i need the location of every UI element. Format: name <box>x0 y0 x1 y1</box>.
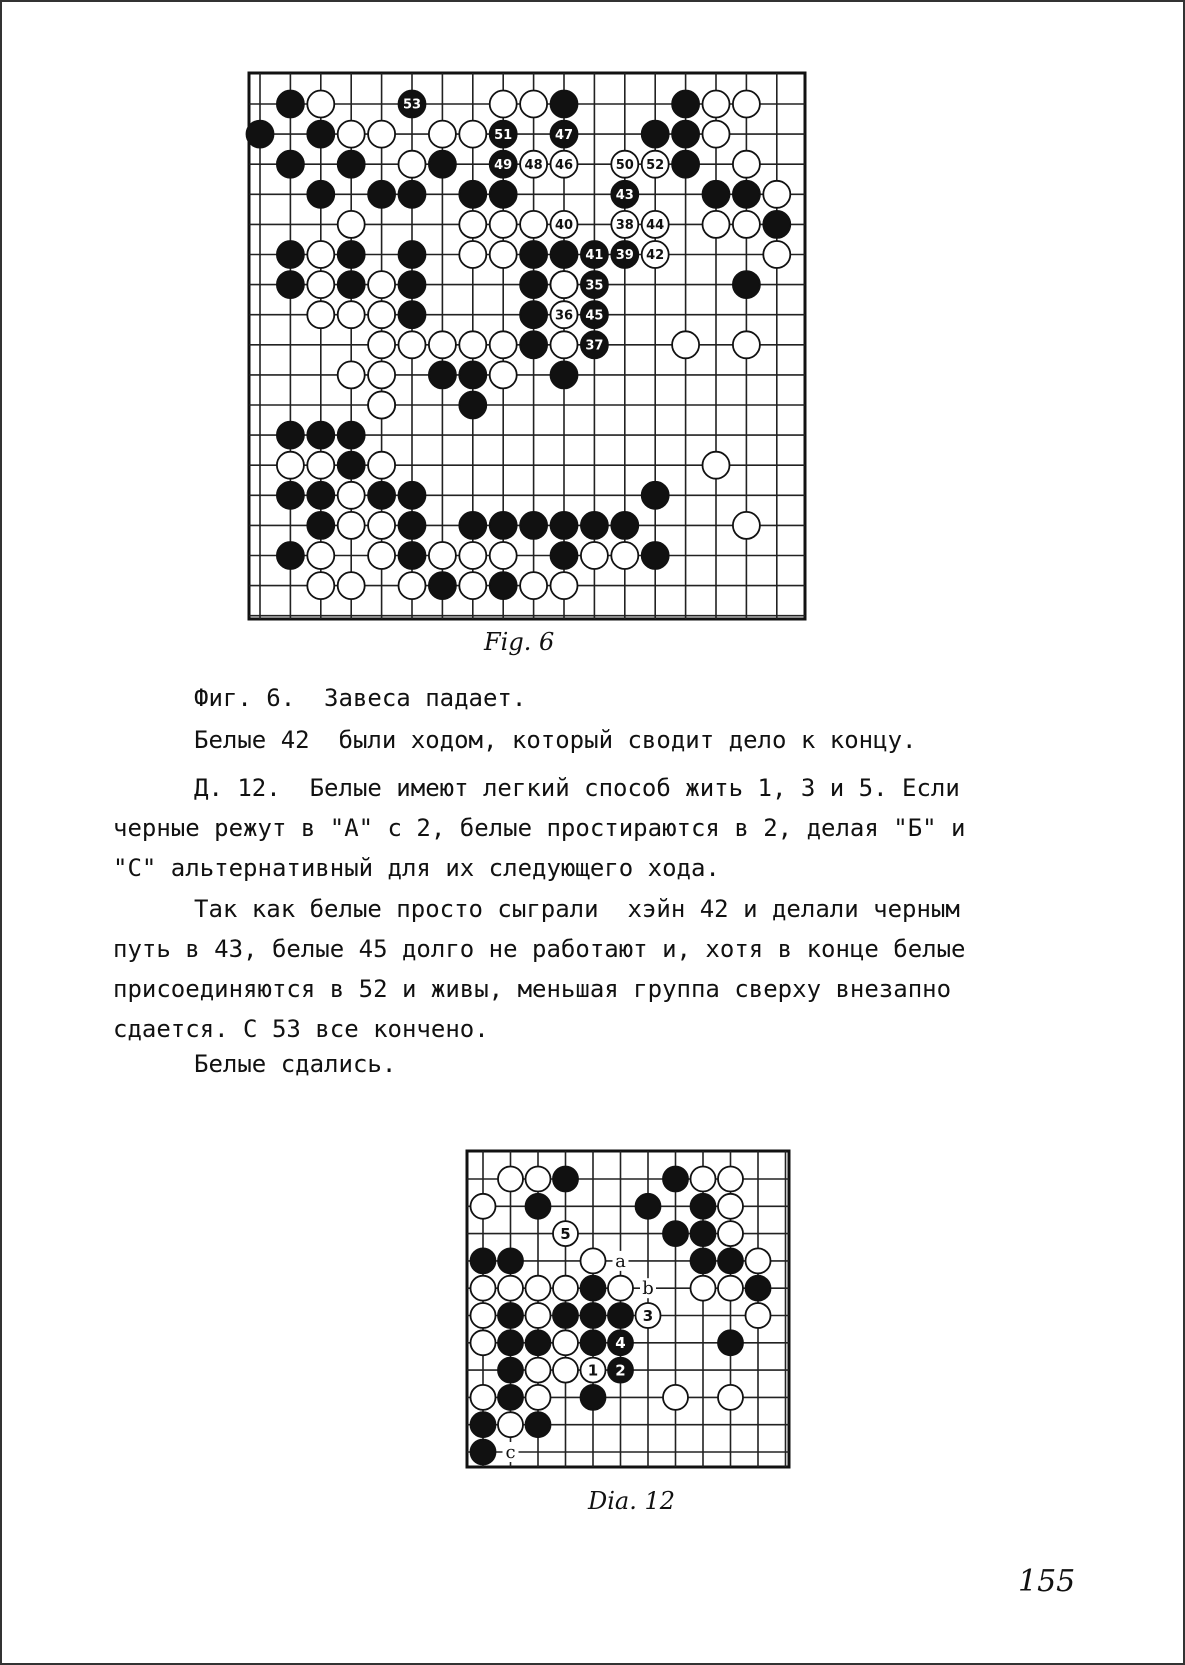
white-stone <box>338 572 365 599</box>
black-stone <box>581 1385 606 1410</box>
white-stone <box>691 1276 716 1301</box>
black-stone <box>471 1248 496 1273</box>
white-stone <box>490 542 517 569</box>
white-stone <box>718 1167 743 1192</box>
black-stone <box>520 241 547 268</box>
black-stone <box>247 121 274 148</box>
stone-move-number: 36 <box>554 308 574 324</box>
black-stone <box>746 1276 771 1301</box>
stone-move-number: 2 <box>615 1361 626 1380</box>
white-stone <box>608 1276 633 1301</box>
black-stone <box>551 512 578 539</box>
text-line-8: присоединяются в 52 и живы, меньшая группа сверху внезапно <box>113 975 952 1003</box>
black-stone <box>691 1221 716 1246</box>
white-stone <box>581 1248 606 1273</box>
white-stone <box>399 331 426 358</box>
stone-move-number: 39 <box>615 248 634 264</box>
black-stone <box>307 482 334 509</box>
white-stone <box>307 91 334 118</box>
white-stone <box>498 1276 523 1301</box>
black-stone <box>277 151 304 178</box>
white-stone <box>490 241 517 268</box>
black-stone <box>429 572 456 599</box>
white-stone <box>338 301 365 328</box>
white-stone <box>526 1276 551 1301</box>
stone-move-number: 42 <box>646 248 665 264</box>
stone-move-number: 35 <box>585 278 604 294</box>
black-stone <box>490 572 517 599</box>
black-stone <box>490 512 517 539</box>
letter-mark: c <box>505 1442 516 1463</box>
black-stone <box>429 151 456 178</box>
black-stone <box>551 91 578 118</box>
black-stone <box>399 181 426 208</box>
black-stone <box>307 512 334 539</box>
black-stone <box>553 1167 578 1192</box>
fig6-caption: Fig. 6 <box>484 628 555 656</box>
black-stone <box>459 392 486 419</box>
black-stone <box>307 422 334 449</box>
white-stone <box>459 542 486 569</box>
white-stone <box>733 91 760 118</box>
white-stone <box>307 452 334 479</box>
black-stone <box>338 151 365 178</box>
black-stone <box>277 542 304 569</box>
black-stone <box>636 1194 661 1219</box>
stone-move-number: 1 <box>587 1361 599 1380</box>
stone-move-number: 45 <box>585 308 604 324</box>
stone-move-number: 3 <box>642 1306 654 1325</box>
black-stone <box>718 1330 743 1355</box>
white-stone <box>338 482 365 509</box>
black-stone <box>338 452 365 479</box>
black-stone <box>277 241 304 268</box>
black-stone <box>520 331 547 358</box>
text-line-4: черные режут в "А" с 2, белые простираются в 2, делая "Б" и <box>113 814 966 842</box>
white-stone <box>277 452 304 479</box>
text-line-3: Д. 12. Белые имеют легкий способ жить 1, 3 и 5. Если <box>194 774 960 802</box>
white-stone <box>551 331 578 358</box>
white-stone <box>471 1303 496 1328</box>
white-stone <box>733 151 760 178</box>
black-stone <box>399 482 426 509</box>
black-stone <box>672 151 699 178</box>
black-stone <box>399 271 426 298</box>
black-stone <box>581 1330 606 1355</box>
black-stone <box>338 241 365 268</box>
white-stone <box>526 1385 551 1410</box>
stone-move-number: 48 <box>524 157 543 173</box>
black-stone <box>277 422 304 449</box>
white-stone <box>307 542 334 569</box>
white-stone <box>490 91 517 118</box>
black-stone <box>733 271 760 298</box>
black-stone <box>277 482 304 509</box>
page-number: 155 <box>1018 1564 1076 1599</box>
black-stone <box>471 1412 496 1437</box>
black-stone <box>307 121 334 148</box>
stone-move-number: 41 <box>585 248 604 264</box>
dia12-caption: Dia. 12 <box>588 1487 676 1515</box>
black-stone <box>277 271 304 298</box>
white-stone <box>471 1385 496 1410</box>
white-stone <box>459 211 486 238</box>
black-stone <box>368 181 395 208</box>
white-stone <box>718 1194 743 1219</box>
white-stone <box>526 1358 551 1383</box>
black-stone <box>490 181 517 208</box>
white-stone <box>368 301 395 328</box>
black-stone <box>526 1194 551 1219</box>
black-stone <box>471 1440 496 1465</box>
black-stone <box>611 512 638 539</box>
white-stone <box>718 1276 743 1301</box>
black-stone <box>520 512 547 539</box>
black-stone <box>642 542 669 569</box>
white-stone <box>526 1167 551 1192</box>
black-stone <box>642 121 669 148</box>
black-stone <box>691 1194 716 1219</box>
white-stone <box>368 271 395 298</box>
black-stone <box>642 482 669 509</box>
white-stone <box>459 241 486 268</box>
black-stone <box>672 121 699 148</box>
stone-move-number: 50 <box>615 157 634 173</box>
white-stone <box>307 301 334 328</box>
black-stone <box>429 361 456 388</box>
stone-move-number: 38 <box>615 218 634 234</box>
white-stone <box>520 572 547 599</box>
stone-move-number: 52 <box>646 157 665 173</box>
black-stone <box>526 1412 551 1437</box>
white-stone <box>307 271 334 298</box>
black-stone <box>551 542 578 569</box>
white-stone <box>763 181 790 208</box>
white-stone <box>663 1385 688 1410</box>
black-stone <box>581 1276 606 1301</box>
stone-move-number: 40 <box>554 218 574 234</box>
black-stone <box>581 1303 606 1328</box>
letter-mark: b <box>642 1278 654 1300</box>
white-stone <box>459 572 486 599</box>
white-stone <box>520 91 547 118</box>
stone-move-number: 49 <box>494 157 513 173</box>
white-stone <box>498 1167 523 1192</box>
black-stone <box>663 1221 688 1246</box>
text-line-2: Белые 42 были ходом, который сводит дело к концу. <box>194 726 917 754</box>
white-stone <box>498 1412 523 1437</box>
white-stone <box>746 1248 771 1273</box>
black-stone <box>459 181 486 208</box>
stone-move-number: 4 <box>615 1334 626 1353</box>
white-stone <box>338 512 365 539</box>
black-stone <box>277 91 304 118</box>
white-stone <box>703 91 730 118</box>
black-stone <box>551 361 578 388</box>
white-stone <box>429 121 456 148</box>
white-stone <box>733 512 760 539</box>
stone-move-number: 5 <box>560 1225 571 1243</box>
white-stone <box>733 331 760 358</box>
stone-move-number: 46 <box>554 157 574 173</box>
white-stone <box>338 121 365 148</box>
stone-move-number: 37 <box>585 338 604 354</box>
black-stone <box>733 181 760 208</box>
black-stone <box>526 1330 551 1355</box>
white-stone <box>368 361 395 388</box>
black-stone <box>338 271 365 298</box>
text-line-1: Фиг. 6. Завеса падает. <box>194 684 527 712</box>
black-stone <box>703 181 730 208</box>
black-stone <box>691 1248 716 1273</box>
white-stone <box>368 452 395 479</box>
stone-move-number: 53 <box>402 97 422 113</box>
white-stone <box>733 211 760 238</box>
white-stone <box>459 121 486 148</box>
black-stone <box>763 211 790 238</box>
dia12-go-board <box>463 1147 793 1472</box>
white-stone <box>703 452 730 479</box>
text-line-10: Белые сдались. <box>194 1050 397 1078</box>
stone-move-number: 51 <box>494 127 513 143</box>
white-stone <box>551 572 578 599</box>
white-stone <box>368 542 395 569</box>
white-stone <box>399 151 426 178</box>
black-stone <box>459 361 486 388</box>
white-stone <box>526 1303 551 1328</box>
white-stone <box>399 572 426 599</box>
white-stone <box>718 1221 743 1246</box>
white-stone <box>581 542 608 569</box>
black-stone <box>498 1303 523 1328</box>
black-stone <box>338 422 365 449</box>
fig6-go-board <box>245 69 811 625</box>
black-stone <box>399 301 426 328</box>
black-stone <box>399 241 426 268</box>
black-stone <box>459 512 486 539</box>
white-stone <box>307 241 334 268</box>
white-stone <box>429 331 456 358</box>
black-stone <box>368 482 395 509</box>
stone-move-number: 44 <box>646 218 665 234</box>
white-stone <box>368 512 395 539</box>
white-stone <box>471 1330 496 1355</box>
white-stone <box>429 542 456 569</box>
black-stone <box>553 1303 578 1328</box>
black-stone <box>399 542 426 569</box>
text-line-9: сдается. С 53 все кончено. <box>113 1015 489 1043</box>
white-stone <box>490 211 517 238</box>
black-stone <box>399 512 426 539</box>
black-stone <box>608 1303 633 1328</box>
black-stone <box>498 1385 523 1410</box>
black-stone <box>718 1248 743 1273</box>
black-stone <box>307 181 334 208</box>
white-stone <box>490 331 517 358</box>
white-stone <box>763 241 790 268</box>
white-stone <box>672 331 699 358</box>
black-stone <box>498 1358 523 1383</box>
text-line-6: Так как белые просто сыграли хэйн 42 и делали черным <box>194 895 960 923</box>
stone-move-number: 43 <box>615 187 634 203</box>
stone-move-number: 47 <box>554 127 574 143</box>
white-stone <box>368 121 395 148</box>
white-stone <box>338 211 365 238</box>
white-stone <box>307 572 334 599</box>
white-stone <box>551 271 578 298</box>
white-stone <box>490 361 517 388</box>
white-stone <box>553 1276 578 1301</box>
black-stone <box>672 91 699 118</box>
white-stone <box>553 1358 578 1383</box>
white-stone <box>691 1167 716 1192</box>
white-stone <box>368 392 395 419</box>
white-stone <box>553 1330 578 1355</box>
black-stone <box>663 1167 688 1192</box>
black-stone <box>520 271 547 298</box>
white-stone <box>703 211 730 238</box>
black-stone <box>498 1248 523 1273</box>
white-stone <box>368 331 395 358</box>
white-stone <box>520 211 547 238</box>
white-stone <box>718 1385 743 1410</box>
white-stone <box>471 1194 496 1219</box>
black-stone <box>581 512 608 539</box>
black-stone <box>520 301 547 328</box>
white-stone <box>459 331 486 358</box>
white-stone <box>611 542 638 569</box>
letter-mark: a <box>615 1250 626 1272</box>
white-stone <box>338 361 365 388</box>
black-stone <box>498 1330 523 1355</box>
text-line-7: путь в 43, белые 45 долго не работают и, хотя в конце белые <box>113 935 966 963</box>
text-line-5: "С" альтернативный для их следующего хода. <box>113 854 720 882</box>
white-stone <box>746 1303 771 1328</box>
white-stone <box>703 121 730 148</box>
white-stone <box>471 1276 496 1301</box>
black-stone <box>551 241 578 268</box>
